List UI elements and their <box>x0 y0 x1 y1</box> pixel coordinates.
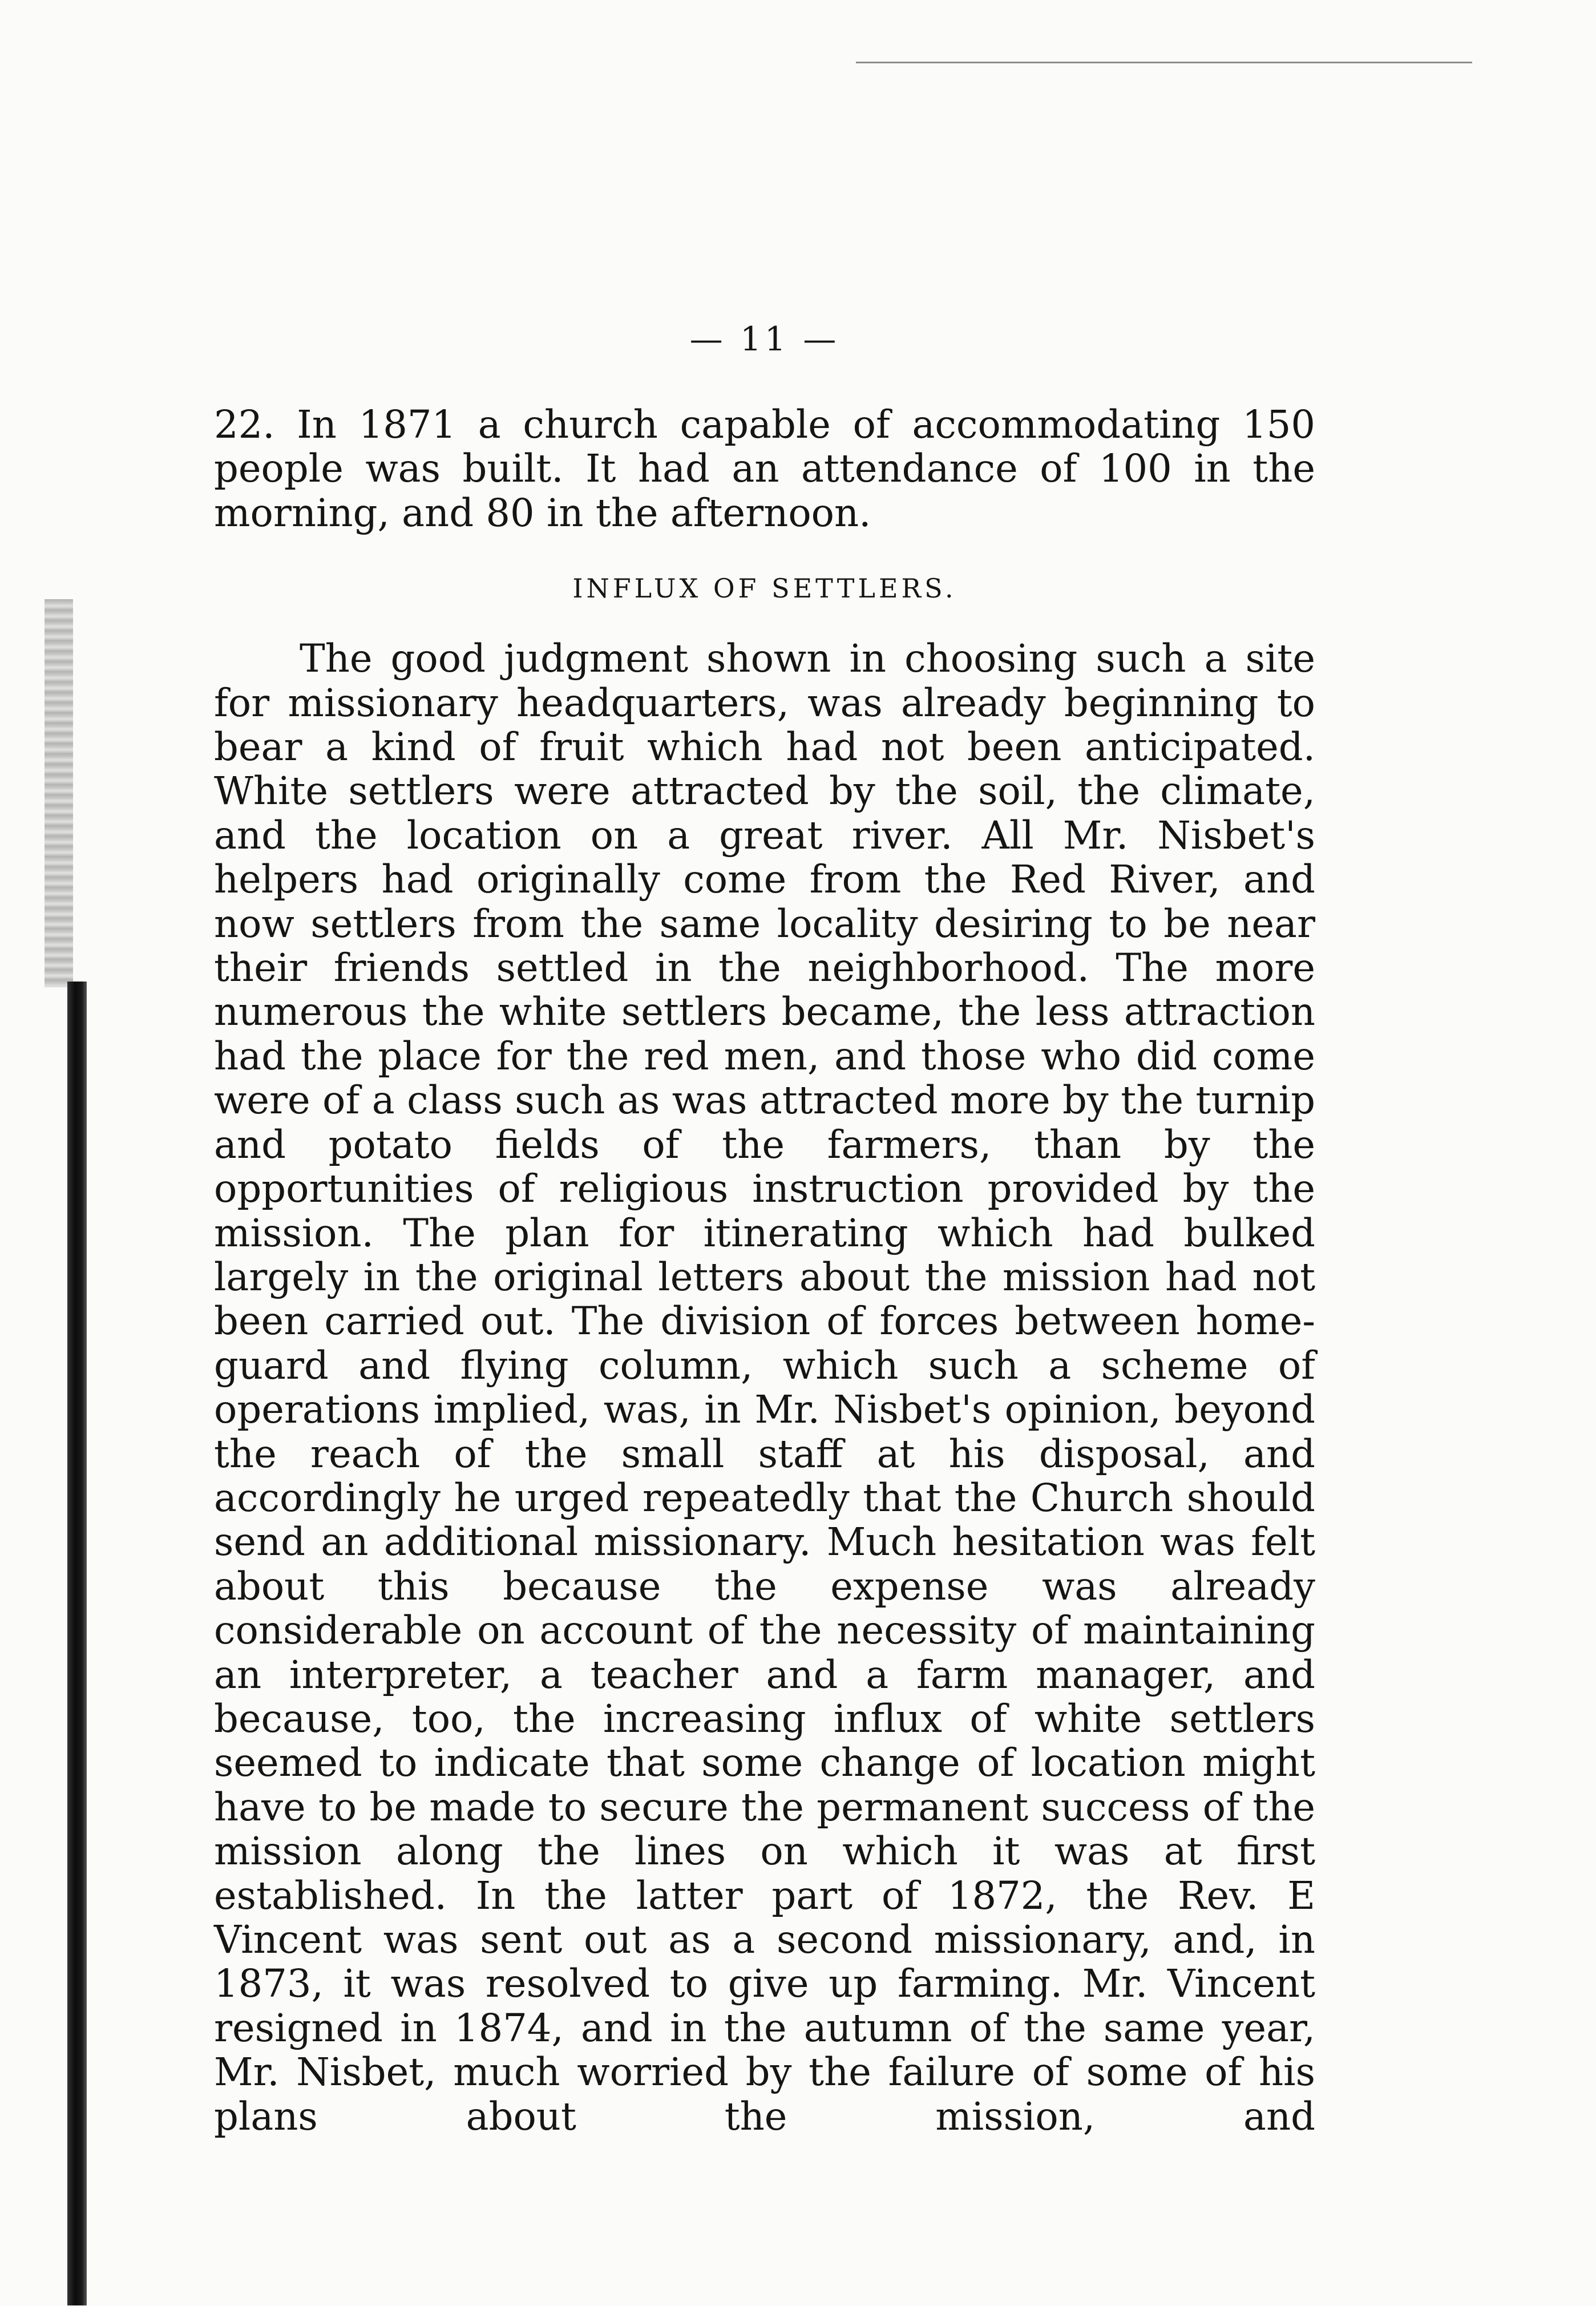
paragraph-church-built-body: 22. In 1871 a church capable of accommodating 150 people was built. It had an attendance of 100 in the <box>214 402 1315 491</box>
text-column <box>214 320 1315 2139</box>
page-number: — 11 — <box>689 320 840 358</box>
scan-binding-speckle <box>45 599 73 987</box>
scan-binding-edge <box>67 982 87 2305</box>
section-heading: INFLUX OF SETTLERS. <box>572 573 957 604</box>
paragraph-church-built-last-line: morning, and 80 in the afternoon. <box>214 490 871 535</box>
scan-top-rule <box>856 62 1472 63</box>
paragraph-church-built <box>214 403 1315 535</box>
paragraph-influx-of-settlers: The good judgment shown in choosing such a site for missionary headquarters, was already beginning to bear a kind of fruit which had not been anticipated. White settlers were attracted by the soil, the climate, and the location on a great river. All Mr. Nisbet's helpers had originally come from the Red River, and now settlers from the same locality desiring to be near their friends settled in the neighborhood. The more numerous the white settlers became, the less attraction had the place for the red men, and those who did come were of a class such as was attracted more by the turnip and potato fields of the farmers, than by the opportunities of religious instruction provided by the mission. The plan for itinerating which had bulked largely in the original letters about the mission had not been carried out. The division of forces between home-guard and flying column, which such a scheme of operations implied, was, in Mr. Nisbet's opinion, beyond the reach of the small staff at his disposal, and accordingly he urged repeatedly that the Church should send an additional missionary. Much hesitation was felt about this because the expense was already considerable on account of the necessity of maintaining an interpreter, a teacher and a farm manager, and because, too, the increasing influx of white settlers seemed to indicate that some change of location might have to be made to secure the permanent success of the mission along the lines on which it was at first established. In the latter part of 1872, the Rev. E Vincent was sent out as a second missionary, and, in 1873, it was resolved to give up farming. Mr. Vincent resigned in 1874, and in the autumn of the same year, Mr. Nisbet, much worried by the failure of some of his plans about the mission, and <box>214 636 1315 2139</box>
